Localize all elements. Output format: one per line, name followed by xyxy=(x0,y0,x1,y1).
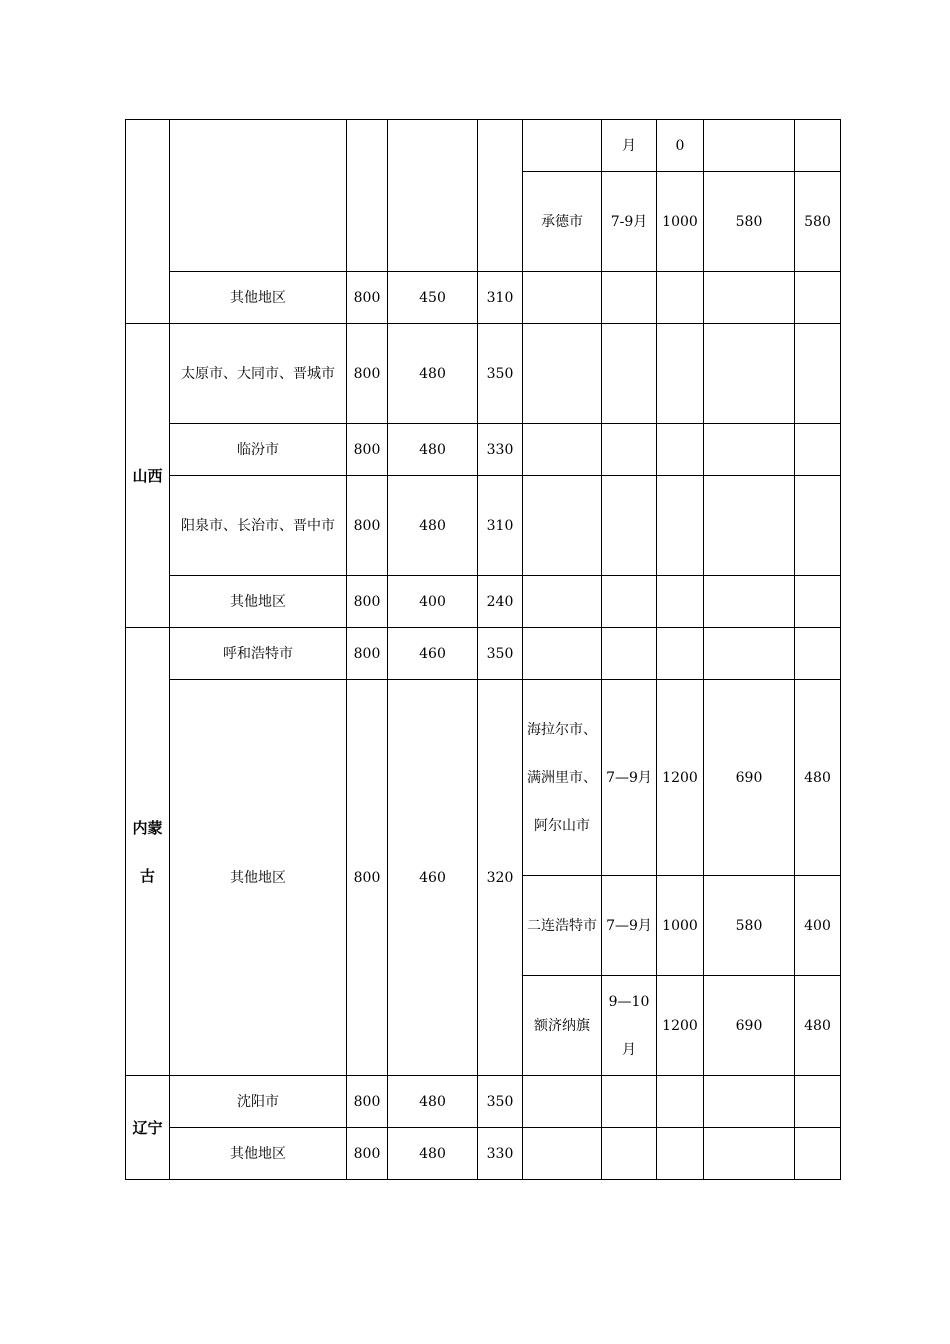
cap-cell: 800 xyxy=(347,680,388,1076)
region-cell: 阳泉市、长治市、晋中市 xyxy=(170,476,347,576)
empty-cell xyxy=(704,628,795,680)
acc-cell: 480 xyxy=(388,1128,478,1180)
misc-cell: 330 xyxy=(478,424,523,476)
empty-cell xyxy=(523,324,602,424)
table-row xyxy=(126,324,841,424)
empty-cell xyxy=(602,1128,657,1180)
acc-cell: 450 xyxy=(388,272,478,324)
empty-cell xyxy=(657,272,704,324)
peak-misc-cell: 480 xyxy=(795,976,841,1076)
peak-acc-cell: 580 xyxy=(704,172,795,272)
empty-cell xyxy=(704,1076,795,1128)
expense-standard-table xyxy=(125,119,841,1180)
empty-cell xyxy=(657,476,704,576)
acc-cell: 480 xyxy=(388,324,478,424)
acc-cell: 480 xyxy=(388,476,478,576)
acc-cell xyxy=(388,120,478,272)
acc-cell: 460 xyxy=(388,628,478,680)
empty-cell xyxy=(795,424,841,476)
empty-cell xyxy=(602,424,657,476)
cap-cell: 800 xyxy=(347,628,388,680)
peak-period-cell: 7-9月 xyxy=(602,172,657,272)
province-cell: 山西 xyxy=(126,324,170,628)
peak-period-cell: 7—9月 xyxy=(602,680,657,876)
province-cell xyxy=(126,120,170,324)
table-row xyxy=(126,424,841,476)
table-row xyxy=(126,120,841,172)
cap-cell xyxy=(347,120,388,272)
empty-cell xyxy=(657,1128,704,1180)
misc-cell: 350 xyxy=(478,628,523,680)
cap-cell: 800 xyxy=(347,1128,388,1180)
misc-cell: 320 xyxy=(478,680,523,1076)
table-row xyxy=(126,576,841,628)
table-row xyxy=(126,628,841,680)
peak-acc-cell: 580 xyxy=(704,876,795,976)
empty-cell xyxy=(602,628,657,680)
peak-period-cell: 月 xyxy=(602,120,657,172)
peak-city-cell xyxy=(523,120,602,172)
acc-cell: 480 xyxy=(388,424,478,476)
empty-cell xyxy=(795,272,841,324)
peak-acc-cell: 690 xyxy=(704,976,795,1076)
misc-cell: 310 xyxy=(478,272,523,324)
peak-misc-cell xyxy=(795,120,841,172)
peak-acc-cell: 690 xyxy=(704,680,795,876)
empty-cell xyxy=(795,476,841,576)
region-cell: 其他地区 xyxy=(170,576,347,628)
peak-acc-cell xyxy=(704,120,795,172)
cap-cell: 800 xyxy=(347,576,388,628)
empty-cell xyxy=(523,476,602,576)
acc-cell: 460 xyxy=(388,680,478,1076)
peak-period-cell: 7—9月 xyxy=(602,876,657,976)
empty-cell xyxy=(602,272,657,324)
empty-cell xyxy=(523,424,602,476)
acc-cell: 480 xyxy=(388,1076,478,1128)
empty-cell xyxy=(795,1128,841,1180)
peak-misc-cell: 480 xyxy=(795,680,841,876)
empty-cell xyxy=(795,576,841,628)
peak-city-cell: 海拉尔市、满洲里市、阿尔山市 xyxy=(523,680,602,876)
peak-cap-cell: 1200 xyxy=(657,680,704,876)
empty-cell xyxy=(523,1076,602,1128)
cap-cell: 800 xyxy=(347,272,388,324)
acc-cell: 400 xyxy=(388,576,478,628)
region-cell: 沈阳市 xyxy=(170,1076,347,1128)
region-cell: 其他地区 xyxy=(170,680,347,1076)
empty-cell xyxy=(602,576,657,628)
empty-cell xyxy=(704,324,795,424)
empty-cell xyxy=(704,576,795,628)
table-row xyxy=(126,272,841,324)
peak-misc-cell: 580 xyxy=(795,172,841,272)
empty-cell xyxy=(795,628,841,680)
empty-cell xyxy=(657,576,704,628)
region-cell xyxy=(170,120,347,272)
misc-cell xyxy=(478,120,523,272)
peak-cap-cell: 1000 xyxy=(657,172,704,272)
empty-cell xyxy=(657,424,704,476)
cap-cell: 800 xyxy=(347,424,388,476)
province-cell: 内蒙古 xyxy=(126,628,170,1076)
empty-cell xyxy=(523,576,602,628)
misc-cell: 330 xyxy=(478,1128,523,1180)
misc-cell: 350 xyxy=(478,1076,523,1128)
empty-cell xyxy=(657,628,704,680)
table-row xyxy=(126,1076,841,1128)
peak-cap-cell: 1200 xyxy=(657,976,704,1076)
cap-cell: 800 xyxy=(347,324,388,424)
province-cell: 辽宁 xyxy=(126,1076,170,1180)
region-cell: 其他地区 xyxy=(170,272,347,324)
empty-cell xyxy=(657,1076,704,1128)
table-row xyxy=(126,680,841,876)
region-cell: 呼和浩特市 xyxy=(170,628,347,680)
empty-cell xyxy=(704,1128,795,1180)
peak-city-cell: 承德市 xyxy=(523,172,602,272)
table-row xyxy=(126,476,841,576)
cap-cell: 800 xyxy=(347,476,388,576)
empty-cell xyxy=(795,324,841,424)
region-cell: 太原市、大同市、晋城市 xyxy=(170,324,347,424)
misc-cell: 350 xyxy=(478,324,523,424)
peak-period-cell: 9—10月 xyxy=(602,976,657,1076)
empty-cell xyxy=(602,1076,657,1128)
cap-cell: 800 xyxy=(347,1076,388,1128)
peak-cap-cell: 0 xyxy=(657,120,704,172)
empty-cell xyxy=(523,628,602,680)
peak-city-cell: 二连浩特市 xyxy=(523,876,602,976)
peak-cap-cell: 1000 xyxy=(657,876,704,976)
misc-cell: 310 xyxy=(478,476,523,576)
peak-city-cell: 额济纳旗 xyxy=(523,976,602,1076)
peak-misc-cell: 400 xyxy=(795,876,841,976)
region-cell: 临汾市 xyxy=(170,424,347,476)
empty-cell xyxy=(523,272,602,324)
empty-cell xyxy=(523,1128,602,1180)
empty-cell xyxy=(704,272,795,324)
empty-cell xyxy=(704,476,795,576)
empty-cell xyxy=(795,1076,841,1128)
table-row xyxy=(126,1128,841,1180)
empty-cell xyxy=(704,424,795,476)
empty-cell xyxy=(602,476,657,576)
misc-cell: 240 xyxy=(478,576,523,628)
empty-cell xyxy=(657,324,704,424)
region-cell: 其他地区 xyxy=(170,1128,347,1180)
empty-cell xyxy=(602,324,657,424)
